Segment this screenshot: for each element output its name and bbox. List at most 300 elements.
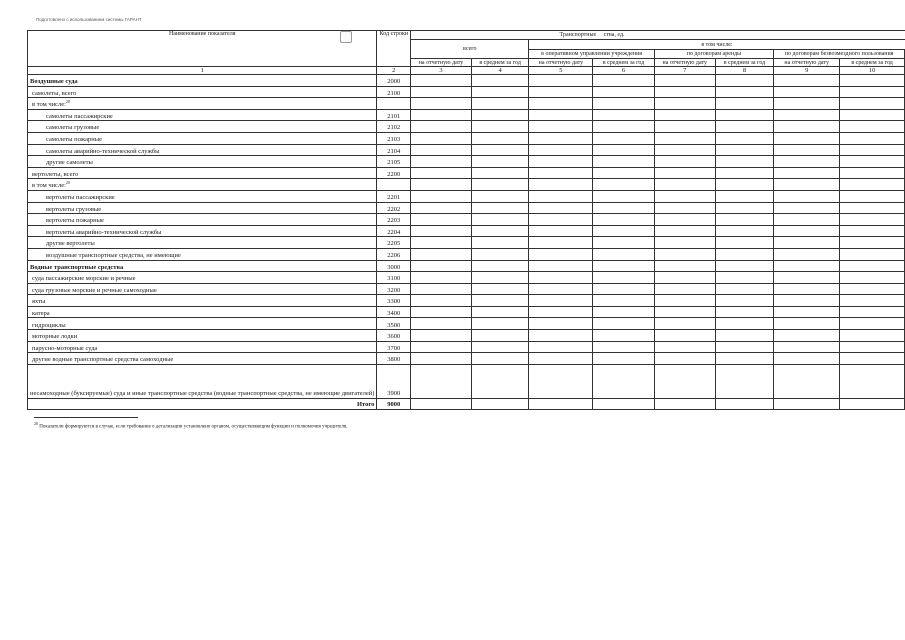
value-cell[interactable] [840,306,905,318]
value-cell[interactable] [774,75,840,87]
total-code: 9000 [377,398,411,409]
value-cell[interactable] [840,98,905,110]
value-cell[interactable] [774,190,840,202]
value-cell[interactable] [411,283,472,295]
value-cell[interactable] [411,190,472,202]
row-name [28,248,377,260]
value-cell[interactable] [593,398,654,409]
value-cell[interactable] [529,109,593,121]
value-cell[interactable] [411,144,472,156]
value-cell[interactable] [774,398,840,409]
value-cell[interactable] [654,225,715,237]
value-cell[interactable] [654,330,715,342]
header-on-date-5: на отчетную дату [529,59,593,67]
value-cell[interactable] [715,353,773,365]
value-cell[interactable] [840,167,905,179]
value-cell[interactable] [840,398,905,409]
value-cell[interactable] [654,398,715,409]
header-op-mgmt: в оперативном управлении учреждения [529,50,654,59]
row-code: 2100 [377,86,411,98]
value-cell[interactable] [715,260,773,272]
value-cell[interactable] [529,398,593,409]
value-cell[interactable] [654,295,715,307]
value-cell[interactable] [529,121,593,133]
value-cell[interactable] [715,341,773,353]
header-group-title-text: Транспортные [559,32,597,38]
value-cell[interactable] [411,179,472,191]
value-cell[interactable] [774,202,840,214]
value-cell[interactable] [774,214,840,226]
row-code: 2206 [377,248,411,260]
footnote-ref: 20 [65,180,70,186]
value-cell[interactable] [840,248,905,260]
header-rent: по договорам аренды [654,50,773,59]
value-cell[interactable] [593,75,654,87]
value-cell[interactable] [471,156,529,168]
value-cell[interactable] [715,132,773,144]
value-cell[interactable] [411,109,472,121]
value-cell[interactable] [529,86,593,98]
value-cell[interactable] [411,214,472,226]
row-code: 2105 [377,156,411,168]
value-cell[interactable] [529,318,593,330]
row-name-text: другие водные транспортные средства самоходные [32,356,174,364]
value-cell[interactable] [654,364,715,398]
value-cell[interactable] [654,98,715,110]
value-cell[interactable] [529,190,593,202]
value-cell[interactable] [654,144,715,156]
value-cell[interactable] [471,283,529,295]
table-row [28,248,905,260]
row-name-text: суда пассажирские морские и речные [32,275,136,283]
row-code: 2203 [377,214,411,226]
value-cell[interactable] [593,353,654,365]
value-cell[interactable] [471,144,529,156]
value-cell[interactable] [593,364,654,398]
value-cell[interactable] [774,144,840,156]
value-cell[interactable] [774,121,840,133]
value-cell[interactable] [715,237,773,249]
value-cell[interactable] [529,179,593,191]
value-cell[interactable] [411,353,472,365]
value-cell[interactable] [593,156,654,168]
value-cell[interactable] [840,237,905,249]
value-cell[interactable] [715,202,773,214]
row-code: 3300 [377,295,411,307]
value-cell[interactable] [715,295,773,307]
row-name-text: вертолеты, всего [32,170,79,178]
value-cell[interactable] [529,330,593,342]
value-cell[interactable] [411,202,472,214]
value-cell[interactable] [840,364,905,398]
row-name [28,144,377,156]
value-cell[interactable] [411,272,472,284]
value-cell[interactable] [840,260,905,272]
value-cell[interactable] [654,75,715,87]
value-cell[interactable] [529,283,593,295]
value-cell[interactable] [471,225,529,237]
row-name-text: парусно-моторные суда [32,344,98,352]
value-cell[interactable] [529,156,593,168]
value-cell[interactable] [840,121,905,133]
table-row [28,364,905,398]
value-cell[interactable] [471,179,529,191]
value-cell[interactable] [593,341,654,353]
row-code: 3100 [377,272,411,284]
value-cell[interactable] [715,318,773,330]
value-cell[interactable] [411,225,472,237]
value-cell[interactable] [774,353,840,365]
value-cell[interactable] [471,330,529,342]
value-cell[interactable] [654,109,715,121]
value-cell[interactable] [774,306,840,318]
value-cell[interactable] [840,179,905,191]
value-cell[interactable] [593,306,654,318]
row-name [28,156,377,168]
value-cell[interactable] [715,156,773,168]
value-cell[interactable] [529,98,593,110]
value-cell[interactable] [411,86,472,98]
value-cell[interactable] [715,225,773,237]
value-cell[interactable] [529,341,593,353]
row-name-text: самолеты аварийно-технической службы [46,147,160,155]
value-cell[interactable] [654,283,715,295]
value-cell[interactable] [774,86,840,98]
row-name [28,86,377,98]
row-name-text: самолеты грузовые [46,124,100,132]
row-name [28,260,377,272]
value-cell[interactable] [654,132,715,144]
row-code: 2200 [377,167,411,179]
row-code: 2102 [377,121,411,133]
value-cell[interactable] [471,132,529,144]
table-row [28,341,905,353]
value-cell[interactable] [471,341,529,353]
value-cell[interactable] [411,98,472,110]
value-cell[interactable] [654,86,715,98]
value-cell[interactable] [529,295,593,307]
value-cell[interactable] [774,156,840,168]
value-cell[interactable] [840,214,905,226]
value-cell[interactable] [593,237,654,249]
value-cell[interactable] [471,398,529,409]
value-cell[interactable] [774,318,840,330]
value-cell[interactable] [654,272,715,284]
value-cell[interactable] [593,225,654,237]
row-name-text: другие вертолеты [46,240,95,248]
header-avg-year-8: в среднем за год [715,59,773,67]
value-cell[interactable] [774,132,840,144]
value-cell[interactable] [654,167,715,179]
value-cell[interactable] [774,109,840,121]
value-cell[interactable] [715,179,773,191]
table-row [28,272,905,284]
value-cell[interactable] [411,260,472,272]
footnote-text: Показатели формируются в случае, если требование о детализации установлено органом, осуществляющим функции и полномочия учредителя. [39,424,348,430]
value-cell[interactable] [840,86,905,98]
table-row [28,179,905,191]
value-cell[interactable] [715,272,773,284]
value-cell[interactable] [411,132,472,144]
row-name [28,202,377,214]
value-cell[interactable] [715,144,773,156]
value-cell[interactable] [411,156,472,168]
value-cell[interactable] [471,272,529,284]
value-cell[interactable] [529,75,593,87]
value-cell[interactable] [471,167,529,179]
row-name-text: самолеты пассажирские [46,112,113,120]
row-name-text: самолеты, всего [32,89,77,97]
value-cell[interactable] [529,260,593,272]
value-cell[interactable] [411,167,472,179]
value-cell[interactable] [593,202,654,214]
row-code: 2000 [377,75,411,87]
value-cell[interactable] [529,364,593,398]
value-cell[interactable] [593,214,654,226]
value-cell[interactable] [774,237,840,249]
value-cell[interactable] [715,248,773,260]
value-cell[interactable] [471,364,529,398]
value-cell[interactable] [411,121,472,133]
value-cell[interactable] [840,353,905,365]
header-avg-year-10: в среднем за год [840,59,905,67]
value-cell[interactable] [840,295,905,307]
value-cell[interactable] [593,248,654,260]
column-number: 5 [529,67,593,75]
row-name [28,225,377,237]
value-cell[interactable] [411,318,472,330]
value-cell[interactable] [529,237,593,249]
value-cell[interactable] [654,318,715,330]
header-on-date-3: на отчетную дату [411,59,472,67]
row-name [28,75,377,87]
value-cell[interactable] [593,121,654,133]
value-cell[interactable] [774,364,840,398]
value-cell[interactable] [840,330,905,342]
value-cell[interactable] [840,156,905,168]
table-row [28,167,905,179]
row-name-text: суда грузовые морские и речные самоходные [32,286,157,294]
value-cell[interactable] [593,167,654,179]
value-cell[interactable] [840,190,905,202]
row-name [28,237,377,249]
row-name-text: вертолеты аварийно-технической службы [46,228,162,236]
value-cell[interactable] [774,260,840,272]
value-cell[interactable] [840,283,905,295]
value-cell[interactable] [654,214,715,226]
value-cell[interactable] [529,353,593,365]
table-row [28,330,905,342]
row-code: 2104 [377,144,411,156]
value-cell[interactable] [471,248,529,260]
value-cell[interactable] [654,248,715,260]
value-cell[interactable] [593,318,654,330]
value-cell[interactable] [593,260,654,272]
row-code: 2201 [377,190,411,202]
value-cell[interactable] [774,330,840,342]
value-cell[interactable] [593,190,654,202]
value-cell[interactable] [529,225,593,237]
value-cell[interactable] [529,132,593,144]
value-cell[interactable] [715,75,773,87]
value-cell[interactable] [411,398,472,409]
value-cell[interactable] [471,190,529,202]
value-cell[interactable] [654,260,715,272]
value-cell[interactable] [774,98,840,110]
value-cell[interactable] [471,306,529,318]
row-code: 3200 [377,283,411,295]
row-name-text: гидроциклы [32,321,66,329]
row-name-text: самолеты пожарные [46,136,103,144]
value-cell[interactable] [471,214,529,226]
value-cell[interactable] [715,364,773,398]
value-cell[interactable] [715,109,773,121]
row-name [28,179,377,191]
value-cell[interactable] [529,202,593,214]
value-cell[interactable] [593,179,654,191]
value-cell[interactable] [529,248,593,260]
table-row [28,295,905,307]
header-total: всего [411,40,529,59]
value-cell[interactable] [593,98,654,110]
value-cell[interactable] [593,330,654,342]
row-name [28,98,377,110]
value-cell[interactable] [654,121,715,133]
value-cell[interactable] [471,260,529,272]
value-cell[interactable] [715,98,773,110]
row-code: 3500 [377,318,411,330]
value-cell[interactable] [840,202,905,214]
header-col-code: Код строки [377,31,411,67]
value-cell[interactable] [529,306,593,318]
value-cell[interactable] [471,318,529,330]
value-cell[interactable] [471,75,529,87]
value-cell[interactable] [840,144,905,156]
value-cell[interactable] [411,237,472,249]
header-note: Подготовлено с использованием системы ГАРАНТ [36,17,142,22]
row-name [28,132,377,144]
value-cell[interactable] [471,86,529,98]
value-cell[interactable] [654,306,715,318]
value-cell[interactable] [654,190,715,202]
value-cell[interactable] [840,75,905,87]
value-cell[interactable] [593,132,654,144]
row-code: 2101 [377,109,411,121]
value-cell[interactable] [529,214,593,226]
value-cell[interactable] [471,353,529,365]
header-on-date-9: на отчетную дату [774,59,840,67]
column-number: 9 [774,67,840,75]
value-cell[interactable] [471,237,529,249]
row-name-text: яхты [32,298,46,306]
row-name-text: несамоходные (буксируемые) суда и иные транспортные средства (водные транспортные средства, не имеющие двигателей) [30,390,375,398]
value-cell[interactable] [471,98,529,110]
row-name [28,283,377,295]
value-cell[interactable] [715,306,773,318]
table-row [28,225,905,237]
value-cell[interactable] [593,109,654,121]
value-cell[interactable] [471,109,529,121]
value-cell[interactable] [529,144,593,156]
scan-mark [340,31,352,43]
value-cell[interactable] [840,318,905,330]
value-cell[interactable] [840,272,905,284]
value-cell[interactable] [411,330,472,342]
row-code: 2202 [377,202,411,214]
value-cell[interactable] [715,121,773,133]
value-cell[interactable] [411,341,472,353]
value-cell[interactable] [529,167,593,179]
row-name-text: другие самолеты [46,159,93,167]
value-cell[interactable] [654,237,715,249]
row-name [28,214,377,226]
value-cell[interactable] [840,132,905,144]
value-cell[interactable] [715,283,773,295]
column-number: 8 [715,67,773,75]
header-on-date-7: на отчетную дату [654,59,715,67]
value-cell[interactable] [411,306,472,318]
value-cell[interactable] [715,190,773,202]
value-cell[interactable] [471,121,529,133]
value-cell[interactable] [593,86,654,98]
value-cell[interactable] [529,272,593,284]
value-cell[interactable] [774,341,840,353]
value-cell[interactable] [715,398,773,409]
value-cell[interactable] [715,86,773,98]
value-cell[interactable] [840,225,905,237]
value-cell[interactable] [593,272,654,284]
row-name [28,318,377,330]
value-cell[interactable] [715,167,773,179]
column-number: 7 [654,67,715,75]
value-cell[interactable] [593,144,654,156]
value-cell[interactable] [411,75,472,87]
row-name-text: катера [32,309,50,317]
value-cell[interactable] [411,248,472,260]
table-row [28,132,905,144]
value-cell[interactable] [840,341,905,353]
value-cell[interactable] [715,330,773,342]
value-cell[interactable] [654,353,715,365]
value-cell[interactable] [774,295,840,307]
header-group-title [411,31,905,40]
value-cell[interactable] [774,272,840,284]
row-name [28,341,377,353]
value-cell[interactable] [654,179,715,191]
value-cell[interactable] [593,295,654,307]
value-cell[interactable] [715,214,773,226]
value-cell[interactable] [840,109,905,121]
table-row [28,237,905,249]
value-cell[interactable] [774,225,840,237]
row-name-text: вертолеты грузовые [46,205,102,213]
value-cell[interactable] [654,156,715,168]
value-cell[interactable] [411,295,472,307]
value-cell[interactable] [774,167,840,179]
value-cell[interactable] [654,202,715,214]
value-cell[interactable] [774,179,840,191]
row-name [28,167,377,179]
value-cell[interactable] [471,202,529,214]
value-cell[interactable] [774,283,840,295]
value-cell[interactable] [593,283,654,295]
value-cell[interactable] [411,364,472,398]
row-name [28,306,377,318]
value-cell[interactable] [774,248,840,260]
row-name-text: Водные транспортные средства [30,263,124,271]
value-cell[interactable] [471,295,529,307]
value-cell[interactable] [654,341,715,353]
